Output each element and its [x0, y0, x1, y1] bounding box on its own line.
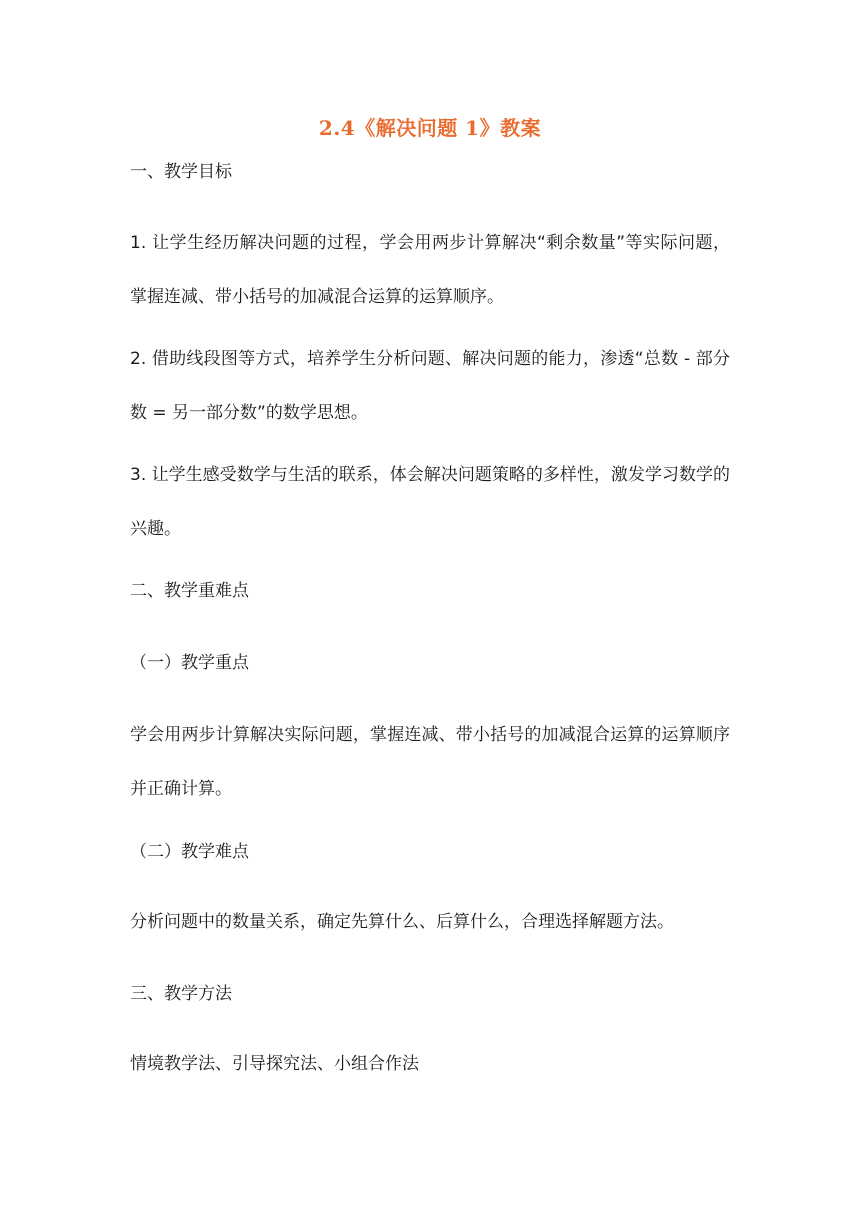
- document-title: 2.4《解决问题 1》教案: [318, 116, 542, 140]
- goal-item-2: 2. 借助线段图等方式，培养学生分析问题、解决问题的能力，渗透“总数 - 部分数 = 另一部分数”的数学思想。: [130, 349, 730, 423]
- subsection-heading-key: （一）教学重点: [130, 653, 249, 673]
- key-point-text: 学会用两步计算解决实际问题，掌握连减、带小括号的加减混合运算的运算顺序并正确计算。: [130, 725, 730, 799]
- methods-text: 情境教学法、引导探究法、小组合作法: [130, 1054, 419, 1074]
- section-heading-key-points: 二、教学重难点: [130, 581, 249, 601]
- section-heading-goals: 一、教学目标: [130, 162, 232, 182]
- difficulty-text: 分析问题中的数量关系，确定先算什么、后算什么，合理选择解题方法。: [130, 912, 674, 932]
- goal-item-1: 1. 让学生经历解决问题的过程，学会用两步计算解决“剩余数量”等实际问题，掌握连减、带小括号的加减混合运算的运算顺序。: [130, 233, 730, 307]
- section-heading-methods: 三、教学方法: [130, 984, 232, 1004]
- goal-item-3: 3. 让学生感受数学与生活的联系，体会解决问题策略的多样性，激发学习数学的兴趣。: [130, 465, 730, 539]
- subsection-heading-difficulty: （二）教学难点: [130, 842, 249, 862]
